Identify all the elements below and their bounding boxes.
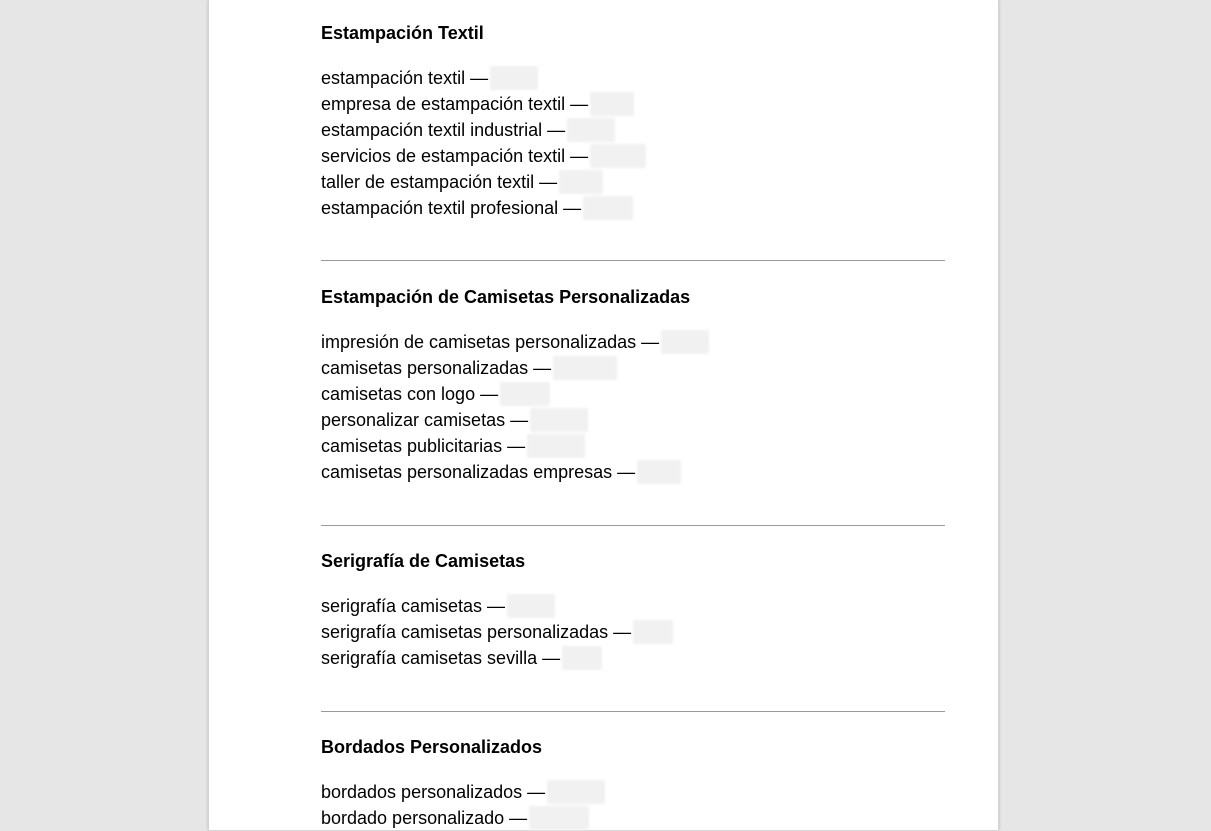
keyword-text: bordado personalizado — <box>321 808 528 828</box>
keyword-text: camisetas personalizadas — <box>321 358 552 378</box>
section-heading: Bordados Personalizados <box>321 737 543 757</box>
list-item <box>321 433 945 459</box>
keyword-text: camisetas con logo — <box>321 384 499 404</box>
list-item <box>321 117 945 143</box>
keyword-list <box>321 593 945 671</box>
list-item <box>321 459 945 485</box>
section-divider <box>321 711 945 712</box>
list-item <box>321 645 945 671</box>
list-item <box>321 143 945 169</box>
document-page <box>208 0 999 830</box>
list-item <box>321 619 945 645</box>
keyword-text: personalizar camisetas — <box>321 410 529 430</box>
redacted-value <box>562 646 602 670</box>
redacted-value <box>490 66 538 90</box>
keyword-text: bordados personalizados — <box>321 782 546 802</box>
keyword-text: taller de estampación textil — <box>321 172 558 192</box>
keyword-text: empresa de estampación textil — <box>321 94 589 114</box>
redacted-value <box>547 780 605 804</box>
keyword-text: estampación textil — <box>321 68 489 88</box>
keyword-text: camisetas publicitarias — <box>321 436 526 456</box>
keyword-text: camisetas personalizadas empresas — <box>321 462 636 482</box>
keyword-text: serigrafía camisetas — <box>321 596 506 616</box>
keyword-text: impresión de camisetas personalizadas — <box>321 332 660 352</box>
list-item <box>321 65 945 91</box>
keyword-list <box>321 779 945 831</box>
redacted-value <box>559 170 603 194</box>
section-heading: Estampación Textil <box>321 23 484 43</box>
redacted-value <box>500 382 550 406</box>
section-heading: Serigrafía de Camisetas <box>321 551 526 571</box>
keyword-text: estampación textil industrial — <box>321 120 566 140</box>
keyword-text: serigrafía camisetas sevilla — <box>321 648 561 668</box>
section-heading: Estampación de Camisetas Personalizadas <box>321 287 691 307</box>
list-item <box>321 779 945 805</box>
redacted-value <box>661 330 709 354</box>
redacted-value <box>590 92 634 116</box>
list-item <box>321 91 945 117</box>
keyword-list <box>321 65 945 221</box>
redacted-value <box>530 408 588 432</box>
keyword-text: servicios de estampación textil — <box>321 146 589 166</box>
list-item <box>321 381 945 407</box>
redacted-value <box>507 594 555 618</box>
list-item <box>321 407 945 433</box>
list-item <box>321 805 945 831</box>
section-bordados <box>321 736 945 831</box>
list-item <box>321 195 945 221</box>
keyword-list <box>321 329 945 485</box>
keyword-text: serigrafía camisetas personalizadas — <box>321 622 632 642</box>
list-item <box>321 355 945 381</box>
redacted-value <box>529 806 589 830</box>
section-camisetas-personalizadas <box>321 286 945 485</box>
section-serigrafia <box>321 550 945 671</box>
section-divider <box>321 525 945 526</box>
redacted-value <box>590 144 646 168</box>
redacted-value <box>633 620 673 644</box>
redacted-value <box>567 118 615 142</box>
keyword-text: estampación textil profesional — <box>321 198 582 218</box>
redacted-value <box>553 356 617 380</box>
list-item <box>321 169 945 195</box>
list-item <box>321 593 945 619</box>
redacted-value <box>527 434 585 458</box>
list-item <box>321 329 945 355</box>
redacted-value <box>637 460 681 484</box>
redacted-value <box>583 196 633 220</box>
section-estampacion-textil <box>321 22 945 221</box>
section-divider <box>321 260 945 261</box>
